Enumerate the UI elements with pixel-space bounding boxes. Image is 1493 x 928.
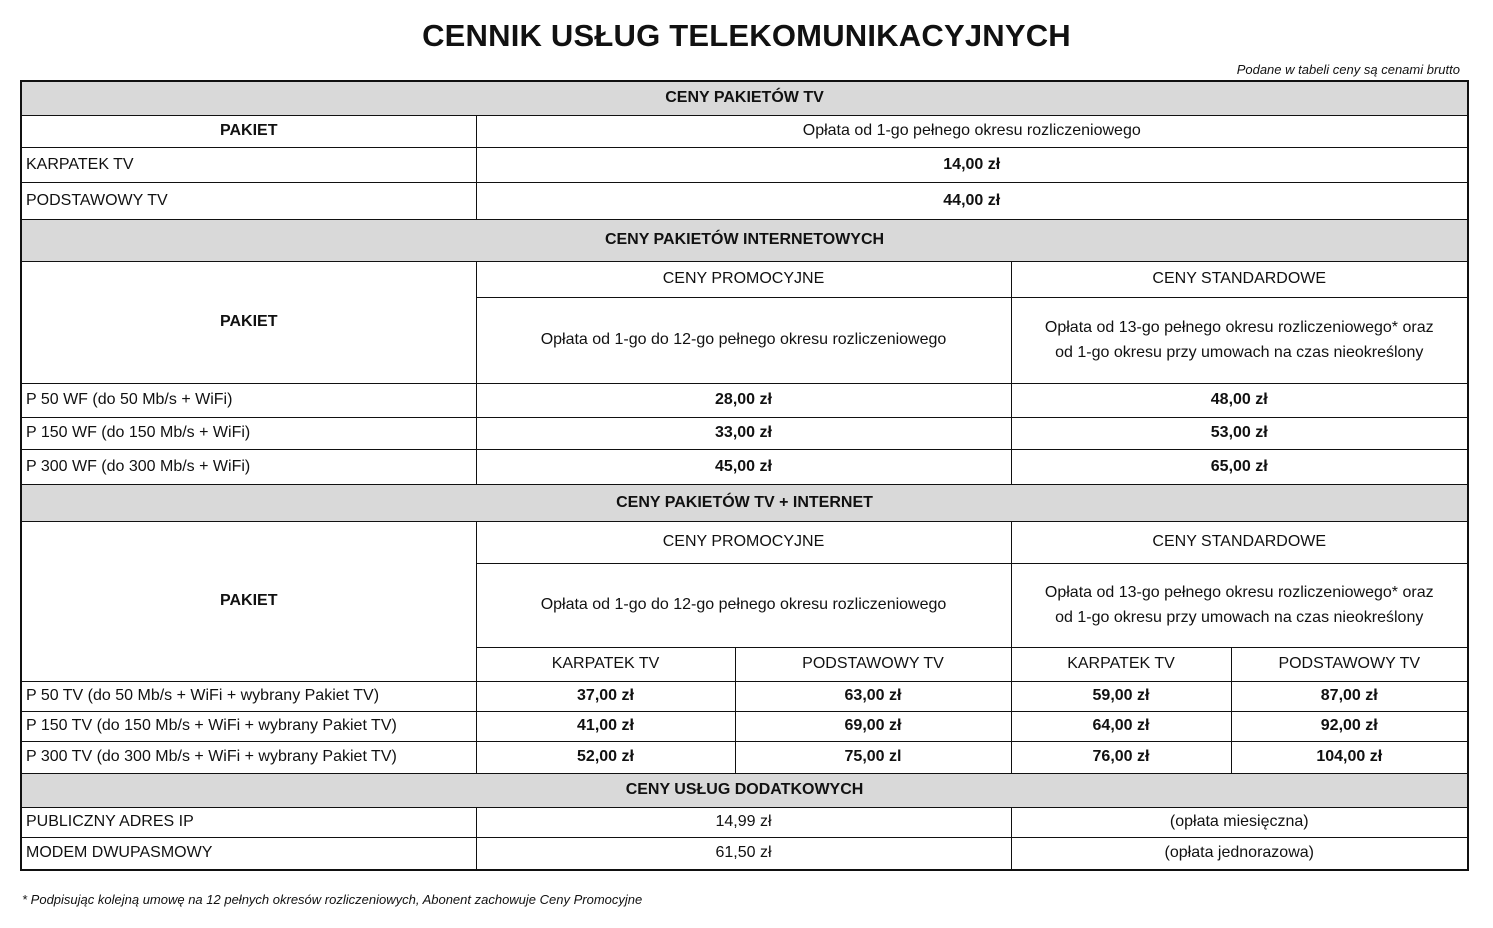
price-cell: 76,00 zł bbox=[1011, 741, 1231, 773]
table-row bbox=[21, 449, 1468, 484]
table-row bbox=[21, 383, 1468, 417]
package-name: KARPATEK TV bbox=[21, 147, 476, 182]
package-name: PODSTAWOWY TV bbox=[21, 182, 476, 219]
price-cell: 41,00 zł bbox=[476, 711, 735, 741]
section-title: CENY PAKIETÓW TV + INTERNET bbox=[21, 484, 1468, 521]
standard-price: 65,00 zł bbox=[1011, 449, 1468, 484]
promo-price: 33,00 zł bbox=[476, 417, 1011, 449]
footnote: * Podpisując kolejną umowę na 12 pełnych okresów rozliczeniowych, Abonent zachowuje Ceny Promocyjne bbox=[22, 892, 643, 907]
subheader-podstawowy-standard: PODSTAWOWY TV bbox=[1231, 647, 1468, 681]
package-name: P 300 WF (do 300 Mb/s + WiFi) bbox=[21, 449, 476, 484]
promo-price: 45,00 zł bbox=[476, 449, 1011, 484]
price-cell: 37,00 zł bbox=[476, 681, 735, 711]
package-name: P 50 TV (do 50 Mb/s + WiFi + wybrany Pakiet TV) bbox=[21, 681, 476, 711]
service-note: (opłata miesięczna) bbox=[1011, 807, 1468, 837]
package-name: P 150 WF (do 150 Mb/s + WiFi) bbox=[21, 417, 476, 449]
price-cell: 92,00 zł bbox=[1231, 711, 1468, 741]
table-row bbox=[21, 417, 1468, 449]
promo-description: Opłata od 1-go do 12-go pełnego okresu rozliczeniowego bbox=[476, 297, 1011, 383]
column-header-standard: CENY STANDARDOWE bbox=[1011, 521, 1468, 563]
section-header-extra bbox=[21, 773, 1468, 807]
standard-description bbox=[1011, 563, 1468, 647]
section-header-tv-internet bbox=[21, 484, 1468, 521]
service-name: MODEM DWUPASMOWY bbox=[21, 837, 476, 870]
service-price: 14,99 zł bbox=[476, 807, 1011, 837]
column-header-pakiet: PAKIET bbox=[21, 261, 476, 383]
column-header-pakiet: PAKIET bbox=[21, 115, 476, 147]
price-cell: 104,00 zł bbox=[1231, 741, 1468, 773]
package-name: P 150 TV (do 150 Mb/s + WiFi + wybrany Pakiet TV) bbox=[21, 711, 476, 741]
subheader-karpatek-standard: KARPATEK TV bbox=[1011, 647, 1231, 681]
column-header-standard: CENY STANDARDOWE bbox=[1011, 261, 1468, 297]
package-name: P 50 WF (do 50 Mb/s + WiFi) bbox=[21, 383, 476, 417]
standard-price: 53,00 zł bbox=[1011, 417, 1468, 449]
page-title: CENNIK USŁUG TELEKOMUNIKACYJNYCH bbox=[422, 18, 1071, 53]
price-cell: 75,00 zl bbox=[735, 741, 1011, 773]
table-row bbox=[21, 741, 1468, 773]
service-price: 61,50 zł bbox=[476, 837, 1011, 870]
table-row bbox=[21, 115, 1468, 147]
column-header-promo: CENY PROMOCYJNE bbox=[476, 521, 1011, 563]
standard-description-line: od 1-go okresu przy umowach na czas nieokreślony bbox=[1055, 609, 1424, 626]
section-title: CENY PAKIETÓW TV bbox=[21, 81, 1468, 115]
price-cell: 69,00 zł bbox=[735, 711, 1011, 741]
standard-description-line: Opłata od 13-go pełnego okresu rozliczeniowego* oraz bbox=[1044, 584, 1434, 601]
section-title: CENY USŁUG DODATKOWYCH bbox=[21, 773, 1468, 807]
price-cell: 59,00 zł bbox=[1011, 681, 1231, 711]
section-title: CENY PAKIETÓW INTERNETOWYCH bbox=[21, 219, 1468, 261]
package-name: P 300 TV (do 300 Mb/s + WiFi + wybrany Pakiet TV) bbox=[21, 741, 476, 773]
column-header-promo: CENY PROMOCYJNE bbox=[476, 261, 1011, 297]
service-note: (opłata jednorazowa) bbox=[1011, 837, 1468, 870]
section-header-internet bbox=[21, 219, 1468, 261]
price-cell: 64,00 zł bbox=[1011, 711, 1231, 741]
subheader-karpatek-promo: KARPATEK TV bbox=[476, 647, 735, 681]
table-row bbox=[21, 521, 1468, 563]
table-row bbox=[21, 837, 1468, 870]
standard-description-line: od 1-go okresu przy umowach na czas nieokreślony bbox=[1055, 344, 1424, 361]
table-row bbox=[21, 711, 1468, 741]
price-cell: 63,00 zł bbox=[735, 681, 1011, 711]
standard-description-line: Opłata od 13-go pełnego okresu rozliczeniowego* oraz bbox=[1044, 319, 1434, 336]
price-table bbox=[20, 80, 1469, 871]
standard-description bbox=[1011, 297, 1468, 383]
column-header-pakiet: PAKIET bbox=[21, 521, 476, 681]
standard-price: 48,00 zł bbox=[1011, 383, 1468, 417]
table-row bbox=[21, 681, 1468, 711]
table-row bbox=[21, 147, 1468, 182]
gross-price-note: Podane w tabeli ceny są cenami brutto bbox=[1236, 62, 1460, 77]
price-cell: 87,00 zł bbox=[1231, 681, 1468, 711]
table-row bbox=[21, 182, 1468, 219]
table-row bbox=[21, 261, 1468, 297]
service-name: PUBLICZNY ADRES IP bbox=[21, 807, 476, 837]
column-header-fee: Opłata od 1-go pełnego okresu rozliczeniowego bbox=[476, 115, 1468, 147]
price-cell: 14,00 zł bbox=[476, 147, 1468, 182]
section-header-tv bbox=[21, 81, 1468, 115]
price-cell: 44,00 zł bbox=[476, 182, 1468, 219]
table-row bbox=[21, 807, 1468, 837]
promo-description: Opłata od 1-go do 12-go pełnego okresu rozliczeniowego bbox=[476, 563, 1011, 647]
price-cell: 52,00 zł bbox=[476, 741, 735, 773]
promo-price: 28,00 zł bbox=[476, 383, 1011, 417]
subheader-podstawowy-promo: PODSTAWOWY TV bbox=[735, 647, 1011, 681]
